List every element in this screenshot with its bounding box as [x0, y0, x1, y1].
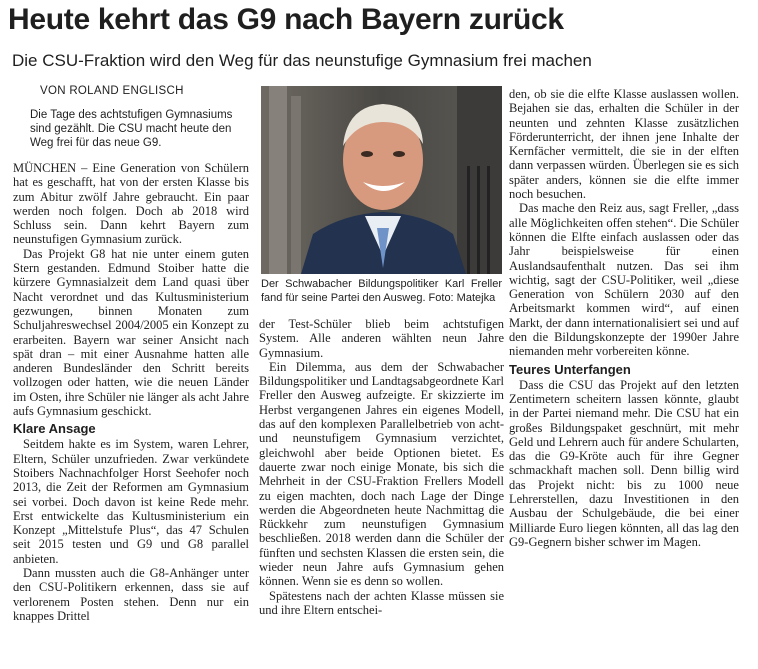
- subheading-teures-unterfangen: Teures Unterfangen: [509, 361, 631, 377]
- lead-paragraph: [30, 108, 252, 150]
- photo-caption: Der Schwabacher Bildungspolitiker Karl Freller fand für seine Partei den Ausweg. Foto: Matejka: [261, 278, 502, 304]
- col2-paragraph-2: Ein Dilemma, aus dem der Schwabacher Bildungspolitiker und Landtagsabgeordnete Karl Freller den Ausweg aufzeigte. Er skizzierte im Herbst vergangenen Jahres ein eigenes Modell, das auf den komplexen Parallelbetrieb von acht- und neunstufigem Gymnasium verzichtet, gleichwohl aber beide Optionen bietet. Es dauerte zwar noch einige Monate, bis sich die Mehrheit in der CSU-Fraktion Frellers Modell zu eigen machten, doch nach Lage der Dinge werden die Abgeordneten heute Nachmittag die Rückkehr zum neunstufigen Gymnasium beschließen. 2018 werden dann die Schüler der fünften und sechsten Klassen die ersten sein, die wieder neun Jahre aufs Gymnasium gehen können. Wenn sie es denn so wollen.: [259, 359, 504, 589]
- col1-paragraph-3: Seitdem hakte es im System, waren Lehrer, Eltern, Schüler unzufrieden. Zwar verkündete Stoibers Nachnachfolger Horst Seehofer noch 2013, die Zeit der Reformen am Gymnasium sei vorbei. Doch davon ist keine Rede mehr. Erst entwickelte das Kultusministerium ein Konzept „Mittelstufe Plus“, das 47 Schulen seit 2015 testen und G9 und G8 parallel anbieten.: [13, 437, 249, 566]
- col1-paragraph-2: Das Projekt G8 hat nie unter einem guten Stern gestanden. Edmund Stoiber hatte die kürzere Gymnasialzeit dem Land quasi über Nacht verordnet und das Kultusministerium gezwungen, binnen Monaten zum Schuljahreswechsel 2004/2005 ein Konzept zu erarbeiten. Bayern war seiner Ansicht nach spät dran – mit einer Ausnahme hatten alle anderen Bundesländer den Schritt bereits vollzogen oder hatten, wie die neuen Länder im Osten, ihre Schüler nie länger als acht Jahre aufs Gymnasium geschickt.: [13, 246, 249, 419]
- col3-paragraph-2: Das mache den Reiz aus, sagt Freller, „dass alle Möglichkeiten offen stehen“. Die Schüler können die Elfte einfach auslassen oder das Jahr beispielsweise für einen Auslandsaufenthalt nutzen. Das sei ihm wichtig, sagt der CSU-Politiker, weil „diese Generation von Schülern 2030 auf den Arbeitsmarkt kommen wird“, auf einen Markt, der dann internationalisiert sei und auf den die Bildungskonzepte der 1990er Jahre niemanden mehr vorbereiten könne.: [509, 201, 739, 359]
- col3-paragraph-1: den, ob sie die elfte Klasse auslassen wollen. Bejahen sie das, erhalten die Schüler in der neunten und zehnten Klasse zusätzlichen Förderunterricht, der ihnen jene Inhalte der Kernfächer vermittelt, die sie in der elften dann verpassen würden. Überlegen sie es sich später anders, können sie die elfte immer noch besuchen.: [509, 87, 739, 202]
- col3-paragraph-3: Dass die CSU das Projekt auf den letzten Zentimetern scheitern lassen könnte, glaubt in der Partei niemand mehr. Die CSU hat ein großes Bildungspaket geschnürt, mit mehr Geld und Lehrern auch für andere Schularten, das die G9-Kröte auch für ihre Gegner schmackhaft machen soll. Denn billig wird das Projekt nicht: bis zu 1000 neue Lehrerstellen, dazu Investitionen in den Ausbau der Schulgebäude, die bei einer Milliarde Euro liegen könnten, all das lag den G9-Gegnern bisher schwer im Magen.: [509, 377, 739, 549]
- subheading-klare-ansage: Klare Ansage: [13, 421, 96, 437]
- portrait-illustration: [261, 86, 502, 274]
- column-3: [509, 87, 739, 549]
- column-1: [13, 161, 249, 623]
- lead-text: Die Tage des achtstufigen Gymnasiums sind gezählt. Die CSU macht heute den Weg frei für das neue G9.: [30, 109, 233, 149]
- photo-karl-freller: [261, 86, 502, 274]
- col2-paragraph-3: Spätestens nach der achten Klasse müssen sie und ihre Eltern entschei-: [259, 588, 504, 617]
- byline: VON ROLAND ENGLISCH: [40, 85, 184, 97]
- column-2: [259, 317, 504, 617]
- col1-paragraph-4: Dann mussten auch die G8-Anhänger unter den CSU-Politikern erkennen, dass sie auf verlorenem Posten stehen. Denn nur ein knappes Drittel: [13, 566, 249, 623]
- col2-paragraph-1: der Test-Schüler blieb beim achtstufigen System. Alle anderen wählten neun Jahre Gymnasium.: [259, 317, 504, 360]
- col1-paragraph-1: MÜNCHEN – Eine Generation von Schülern hat es geschafft, hat von der ersten Klasse bis zum Abitur zwölf Jahre gebraucht. Ein paar werden noch folgen. Doch ab 2018 wird Schluss sein. Dann kehrt Bayern zum neunstufigen Gymnasium zurück.: [13, 161, 249, 247]
- headline: Heute kehrt das G9 nach Bayern zurück: [8, 3, 564, 36]
- subheadline: Die CSU-Fraktion wird den Weg für das neunstufige Gymnasium frei machen: [12, 51, 592, 70]
